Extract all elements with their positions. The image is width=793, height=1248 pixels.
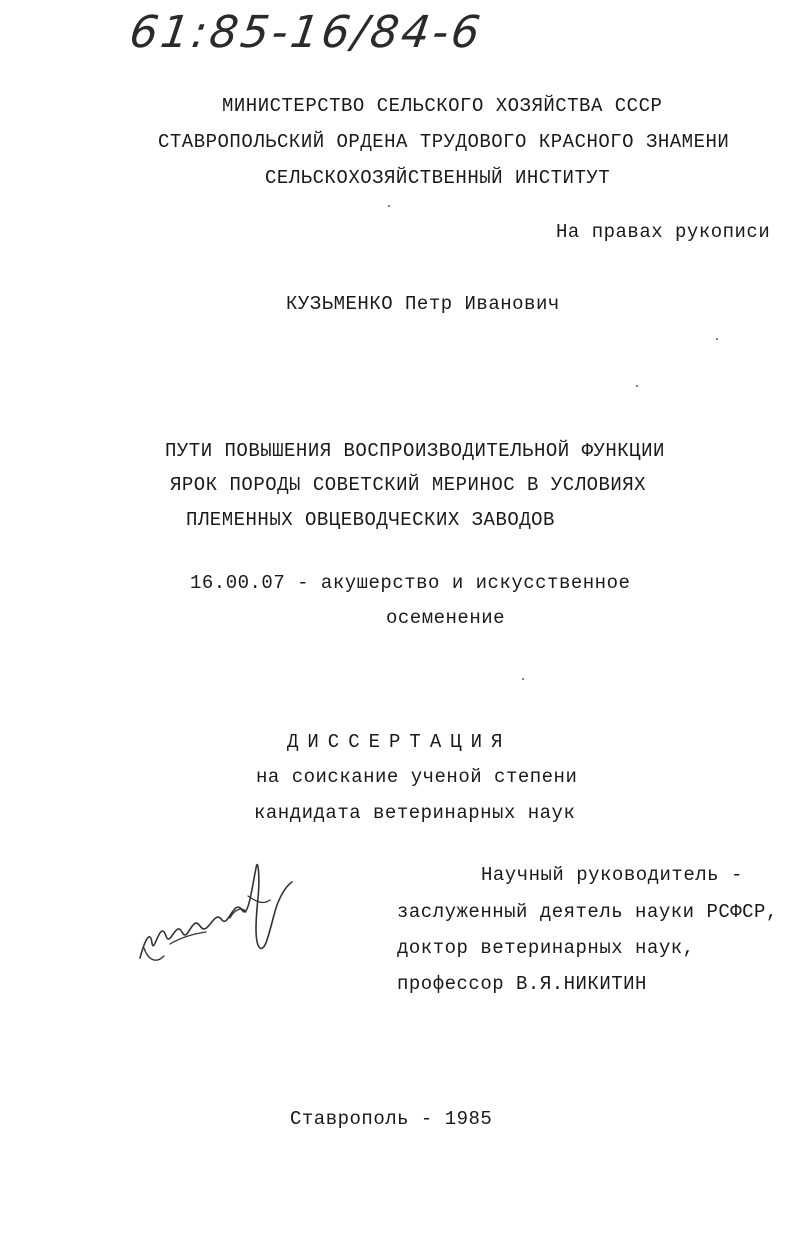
institution-line-3: СЕЛЬСКОХОЗЯЙСТВЕННЫЙ ИНСТИТУТ — [265, 167, 611, 189]
degree-line-2: кандидата ветеринарных наук — [254, 802, 576, 824]
institution-line-1: МИНИСТЕРСТВО СЕЛЬСКОГО ХОЗЯЙСТВА СССР — [222, 95, 663, 117]
supervisor-line-1: Научный руководитель - — [481, 864, 743, 886]
scan-speck — [522, 678, 524, 680]
archive-code-handwritten: 61:85-16/84-6 — [126, 7, 487, 58]
specialty-continuation: осеменение — [386, 607, 506, 629]
scan-speck — [388, 205, 390, 207]
thesis-title-line-1: ПУТИ ПОВЫШЕНИЯ ВОСПРОИЗВОДИТЕЛЬНОЙ ФУНКЦИИ — [165, 440, 665, 462]
thesis-title-line-3: ПЛЕМЕННЫХ ОВЦЕВОДЧЕСКИХ ЗАВОДОВ — [186, 509, 555, 531]
author-name: КУЗЬМЕНКО Петр Иванович — [286, 293, 560, 315]
place-year: Ставрополь - 1985 — [290, 1108, 493, 1130]
supervisor-line-4: профессор В.Я.НИКИТИН — [397, 973, 647, 995]
degree-line-1: на соискание ученой степени — [256, 766, 578, 788]
manuscript-rights-note: На правах рукописи — [556, 221, 771, 243]
author-signature — [130, 848, 300, 978]
thesis-title-line-2: ЯРОК ПОРОДЫ СОВЕТСКИЙ МЕРИНОС В УСЛОВИЯХ — [170, 474, 647, 496]
scan-speck — [636, 385, 638, 387]
specialty-code-line: 16.00.07 - акушерство и искусственное — [190, 572, 631, 594]
supervisor-line-3: доктор ветеринарных наук, — [397, 937, 695, 959]
scan-speck — [716, 338, 718, 340]
document-type-heading: ДИССЕРТАЦИЯ — [287, 731, 512, 753]
institution-line-2: СТАВРОПОЛЬСКИЙ ОРДЕНА ТРУДОВОГО КРАСНОГО ЗНАМЕНИ — [158, 131, 730, 153]
supervisor-line-2: заслуженный деятель науки РСФСР, — [397, 901, 778, 923]
